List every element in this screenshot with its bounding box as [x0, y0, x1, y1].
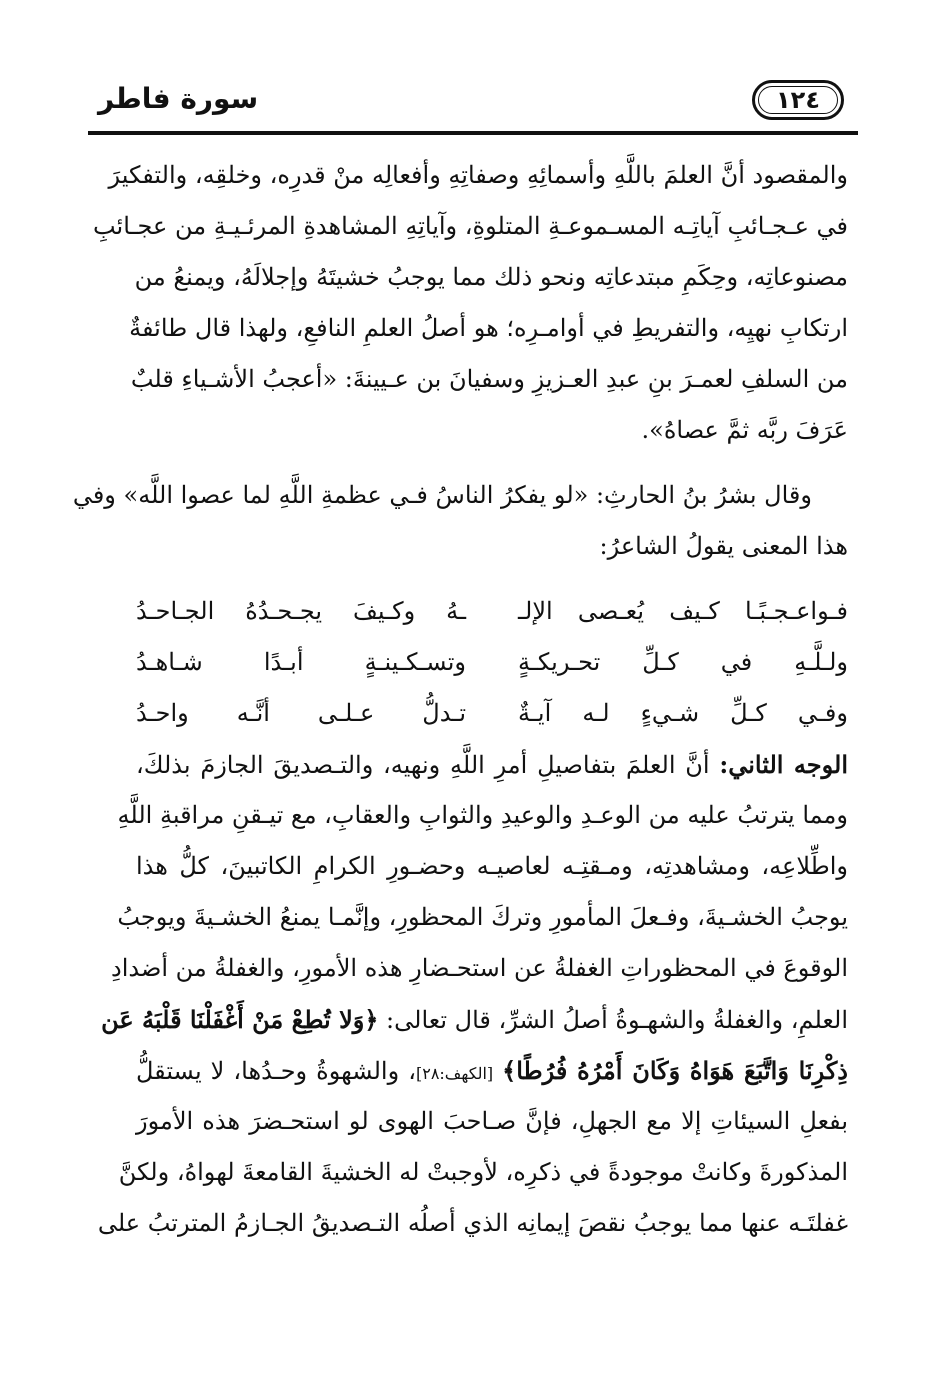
text-line: من السلفِ لعمـرَ بنِ عبدِ العـزيزِ وسفيانَ بن عـيينةَ: «أعجبُ الأشـياءِ قلبٌ	[130, 365, 848, 393]
text-line: المذكورةَ وكانتْ موجودةً في ذكرِه، لأوجبتْ له الخشيةَ القامعةَ لهواهُ، ولكنَّ	[118, 1158, 848, 1186]
surah-title: سورة فاطر	[98, 82, 259, 115]
poem	[136, 586, 848, 739]
page-body	[72, 150, 849, 1249]
verse-first-hemistich: فـواعـجـبًـا كـيف يُعـصى الإلـ	[518, 597, 848, 625]
paragraph-2	[72, 470, 848, 572]
section-lead: الوجه الثاني:	[719, 750, 849, 779]
text-line: ومما يترتبُ عليه من الوعـدِ والوعيدِ والثوابِ والعقابِ، مع تيـقنِ مراقبةِ اللَّهِ	[117, 801, 848, 829]
text-line: هذا المعنى يقولُ الشاعرُ:	[599, 532, 848, 560]
text-line	[101, 994, 848, 1045]
text-line: وقال بشرُ بنُ الحارثِ: «لو يفكرُ الناسُ فـي عظمةِ اللَّهِ لما عصوا اللَّه» وفي	[72, 481, 812, 509]
paragraph-3	[97, 739, 849, 1249]
quran-verse: ذِكْرِنَا وَاتَّبَعَ هَوَاهُ وَكَانَ أَمْرُهُ فُرُطًا﴾	[502, 1056, 848, 1085]
verse-second-hemistich: ـهُ وكـيفَ يجـحـدُهُ الجـاحـدُ	[136, 597, 466, 625]
text-line: عَرَفَ ربَّه ثمَّ عصاهُ».	[641, 416, 848, 444]
page-number: ١٢٤	[776, 86, 820, 114]
verse-first-hemistich: ولـلَّـهِ في كـلِّ تحـريكـةٍ	[518, 648, 848, 676]
text-line: في عـجـائبِ آياتِـه المسـموعـةِ المتلوةِ، وآياتِهِ المشاهدةِ المرئـيـةِ من عجـائبِ	[92, 212, 848, 240]
text-run: ، والشهوةُ وحـدُها، لا يستقلُّ	[136, 1057, 416, 1085]
text-line: والمقصود أنَّ العلمَ باللَّهِ وأسمائِهِ وصفاتِهِ وأفعالِه منْ قدرِه، وخلقِه، والتفكيرَ	[108, 161, 848, 189]
text-line: ارتكابِ نهيِه، والتفريطِ في أوامـرِه؛ هو أصلُ العلمِ النافعِ، ولهذا قال طائفةٌ	[129, 314, 848, 342]
verse-second-hemistich: وتسـكـينـةٍ أبـدًا شـاهـدُ	[136, 648, 466, 676]
text-line: مصنوعاتِه، وحِكَمِ مبتدعاتِه ونحو ذلك مما يوجبُ خشيتَهُ وإجلالَهُ، ويمنعُ من	[134, 263, 848, 291]
quran-verse: ﴿وَلا تُطِعْ مَنْ أَغْفَلْنَا قَلْبَهُ عَن	[101, 1005, 379, 1034]
poem-verse	[136, 586, 848, 637]
text-line	[136, 739, 848, 790]
text-line: بفعلِ السيئاتِ إلا مع الجهلِ، فإنَّ صـاحبَ الهوى لو استحـضرَ هذه الأمورَ	[136, 1107, 848, 1135]
header-rule	[88, 131, 858, 135]
text-run: العلمِ، والغفلةُ والشهـوةُ أصلُ الشرِّ، قال تعالى:	[378, 1006, 848, 1034]
text-line: واطِّلاعِه، ومشاهدتِه، ومـقتِـه لعاصيـه وحضـورِ الكرامِ الكاتبينَ، كلُّ هذا	[136, 852, 848, 880]
verse-first-hemistich: وفـي كـلِّ شـيءٍ لـه آيـةٌ	[518, 699, 848, 727]
verse-second-hemistich: تـدلُّ عـلـى أنَّـه واحـدُ	[136, 699, 466, 727]
text-run: أنَّ العلمَ بتفاصيلِ أمرِ اللَّهِ ونهيه، والتـصديقَ الجازمَ بذلكَ،	[136, 751, 720, 779]
page-number-badge	[752, 80, 844, 120]
quran-reference: [الكهف:٢٨]	[415, 1064, 494, 1083]
paragraph-1	[92, 150, 848, 456]
poem-verse	[136, 637, 848, 688]
text-line: الوقوعَ في المحظوراتِ الغفلةُ عن استحـضارِ هذه الأمورِ، والغفلةُ من أضدادِ	[111, 954, 848, 982]
text-line: غفلتَـه عنها مما يوجبُ نقصَ إيمانِه الذي أصلُه التـصديقُ الجـازمُ المترتبُ على	[97, 1209, 848, 1237]
page-header	[88, 74, 856, 134]
poem-verse	[136, 688, 848, 739]
text-line: يوجبُ الخشـيةَ، وفـعلَ المأمورِ وتركَ المحظورِ، وإنَّمـا يمنعُ الخشـيةَ ويوجبُ	[117, 903, 848, 931]
text-line	[136, 1045, 848, 1096]
